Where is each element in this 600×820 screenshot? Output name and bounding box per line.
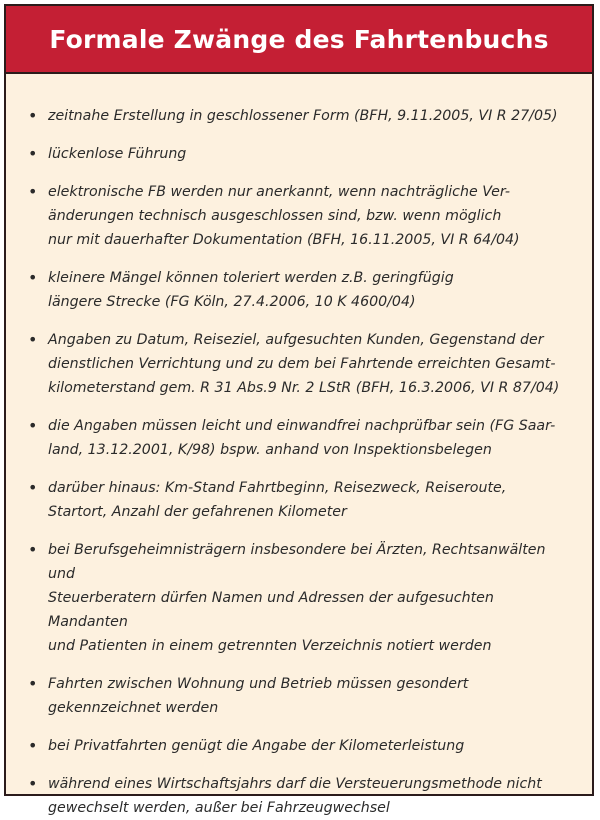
list-item-text: bei Privatfahrten genügt die Angabe der Kilometerleistung bbox=[48, 738, 465, 754]
list-item bbox=[28, 538, 572, 658]
list-item-text: die Angaben müssen leicht und einwandfrei nachprüfbar sein (FG Saar- land, 13.12.2001, K/98) bspw. anhand von Inspektionsbelegen bbox=[48, 418, 556, 458]
list-item-text: Angaben zu Datum, Reiseziel, aufgesuchten Kunden, Gegenstand der dienstlichen Verrichtung und zu dem bei Fahrtende erreichten Gesamt- kilometerstand gem. R 31 Abs.9 Nr. 2 LStR (BFH, 16.3.2006, VI R 87/04) bbox=[48, 332, 560, 396]
list-item bbox=[28, 772, 572, 820]
list-item bbox=[28, 414, 572, 462]
list-item-text: Fahrten zwischen Wohnung und Betrieb müssen gesondert gekennzeichnet werden bbox=[48, 676, 469, 716]
list-item-text: bei Berufsgeheimnisträgern insbesondere bei Ärzten, Rechtsanwälten und Steuerberatern dürfen Namen und Adressen der aufgesuchten Mandanten und Patienten in einem getrennten Verzeichnis notiert werden bbox=[48, 542, 546, 654]
list-item-text: elektronische FB werden nur anerkannt, wenn nachträgliche Ver- änderungen technisch ausgeschlossen sind, bzw. wenn möglich nur mit dauerhafter Dokumentation (BFH, 16.11.2005, VI R 64/04) bbox=[48, 184, 520, 248]
bullet-icon: • bbox=[28, 478, 38, 497]
bullet-icon: • bbox=[28, 416, 38, 435]
list-item bbox=[28, 266, 572, 314]
list-item bbox=[28, 672, 572, 720]
list-item-text: zeitnahe Erstellung in geschlossener Form (BFH, 9.11.2005, VI R 27/05) bbox=[48, 108, 558, 124]
list-item-text: kleinere Mängel können toleriert werden z.B. geringfügig längere Strecke (FG Köln, 27.4.2006, 10 K 4600/04) bbox=[48, 270, 454, 310]
bullet-icon: • bbox=[28, 540, 38, 559]
bullet-icon: • bbox=[28, 144, 38, 163]
info-panel bbox=[4, 4, 594, 816]
bullet-icon: • bbox=[28, 268, 38, 287]
bullet-icon: • bbox=[28, 774, 38, 793]
bullet-icon: • bbox=[28, 674, 38, 693]
list-item bbox=[28, 476, 572, 524]
bullet-icon: • bbox=[28, 736, 38, 755]
bullet-icon: • bbox=[28, 330, 38, 349]
bullet-icon: • bbox=[28, 106, 38, 125]
requirements-list bbox=[6, 74, 592, 820]
bullet-icon: • bbox=[28, 182, 38, 201]
page-title: Formale Zwänge des Fahrtenbuchs bbox=[49, 24, 549, 54]
list-item bbox=[28, 104, 572, 128]
list-item bbox=[28, 734, 572, 758]
list-item-text: während eines Wirtschaftsjahrs darf die Versteuerungsmethode nicht gewechselt werden, außer bei Fahrzeugwechsel bbox=[48, 776, 542, 816]
list-item bbox=[28, 142, 572, 166]
list-item bbox=[28, 328, 572, 400]
list-item-text: lückenlose Führung bbox=[48, 146, 187, 162]
list-item-text: darüber hinaus: Km-Stand Fahrtbeginn, Reisezweck, Reiseroute, Startort, Anzahl der gefahrenen Kilometer bbox=[48, 480, 507, 520]
panel-header bbox=[6, 6, 592, 74]
list-item bbox=[28, 180, 572, 252]
